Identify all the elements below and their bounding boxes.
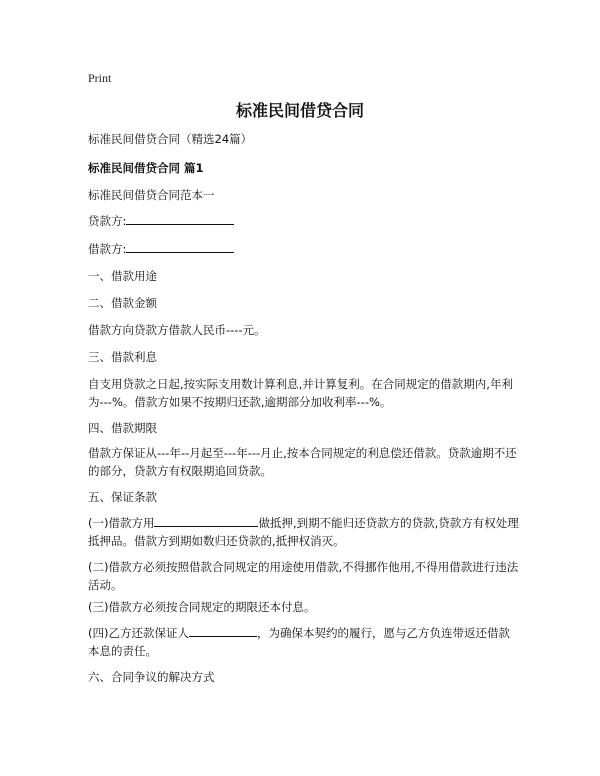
section-1-heading: 一、借款用途 xyxy=(88,269,157,283)
section-3-heading: 三、借款利息 xyxy=(88,350,157,364)
section-6-heading: 六、合同争议的解决方式 xyxy=(88,670,215,684)
clause-2: (二)借款方必须按照借款合同规定的用途使用借款,不得挪作他用,不得用借款进行违法活动。 xyxy=(88,560,519,592)
section-4-text: 借款方保证从---年--月起至---年---月止,按本合同规定的利息偿还借款。贷款逾期不还的部分，贷款方有权限期追回贷款。 xyxy=(88,446,517,478)
template-name: 标准民间借贷合同范本一 xyxy=(88,188,215,202)
document-title: 标准民间借贷合同 xyxy=(235,101,364,120)
section-2-text: 借款方向贷款方借款人民币----元。 xyxy=(88,323,266,337)
collateral-blank xyxy=(154,514,258,527)
clause-1-prefix: (一)借款方用 xyxy=(88,516,155,530)
borrower-line xyxy=(88,240,520,258)
borrower-label: 借款方: xyxy=(88,242,127,256)
section-3-text: 自支用贷款之日起,按实际支用数计算利息,并计算复利。在合同规定的借款期内,年利为---%。借款方如果不按期归还款,逾期部分加收利率---%。 xyxy=(88,377,513,409)
clause-4 xyxy=(88,624,520,660)
document-subtitle: 标准民间借贷合同（精选24篇） xyxy=(88,132,253,146)
clause-4-suffix: ，为确保本契约的履行，愿与乙方负连带返还借款本息的责任。 xyxy=(88,626,510,658)
borrower-blank xyxy=(126,240,234,253)
clause-4-prefix: (四)乙方还款保证人 xyxy=(88,626,189,640)
guarantor-blank xyxy=(189,624,257,637)
lender-line xyxy=(88,212,520,230)
print-label: Print xyxy=(88,71,112,85)
lender-label: 贷款方: xyxy=(88,214,127,228)
section-5-heading: 五、保证条款 xyxy=(88,490,157,504)
section-heading: 标准民间借贷合同 篇1 xyxy=(88,161,204,175)
clause-3: (三)借款方必须按合同规定的期限还本付息。 xyxy=(88,600,316,614)
lender-blank xyxy=(126,212,234,225)
section-4-heading: 四、借款期限 xyxy=(88,421,157,435)
section-2-heading: 二、借款金额 xyxy=(88,296,157,310)
clause-1-suffix: 做抵押,到期不能归还贷款方的贷款,贷款方有权处理抵押品。借款方到期如数归还贷款的,抵押权消灭。 xyxy=(88,516,519,548)
clause-1 xyxy=(88,514,520,550)
